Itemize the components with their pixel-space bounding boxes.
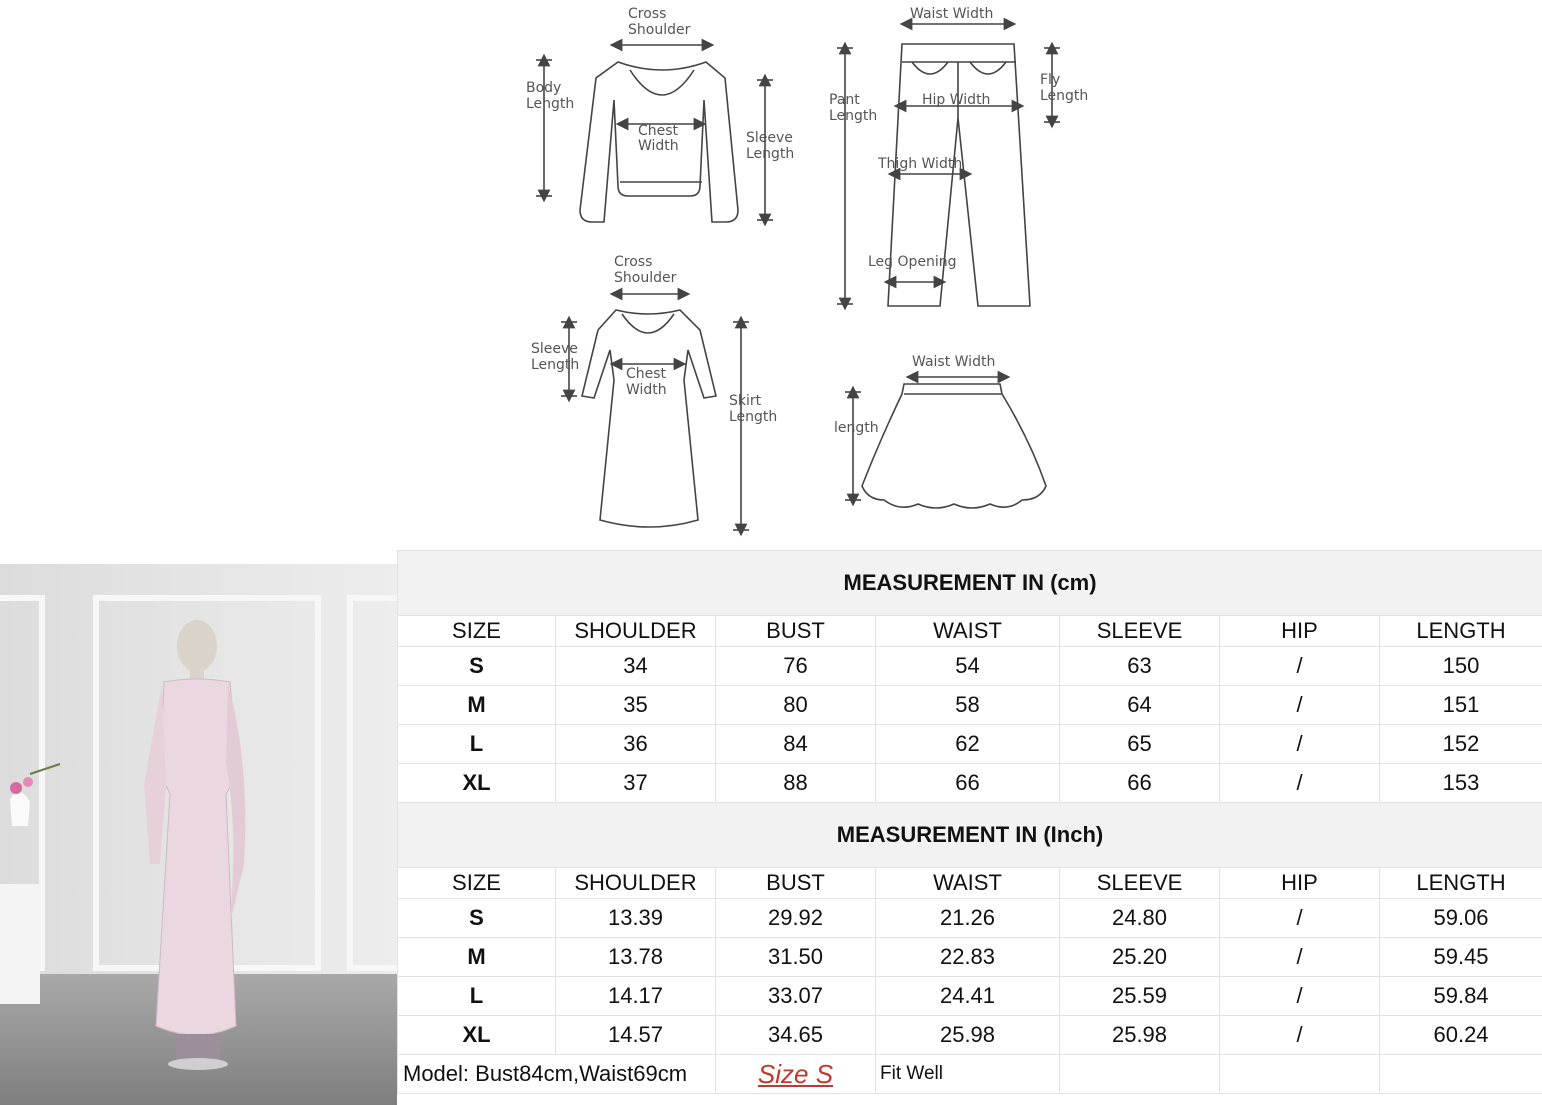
sweater-body-label-2: Length: [526, 96, 575, 112]
table-cell: 88: [716, 764, 876, 803]
column-header: BUST: [716, 868, 876, 899]
fit-note: Fit Well: [876, 1055, 1060, 1094]
table-cell: 14.17: [556, 977, 716, 1016]
table-cell: 59.45: [1380, 938, 1542, 977]
column-header: SLEEVE: [1060, 616, 1220, 647]
dress-chest-label-1: Chest: [626, 366, 667, 382]
table-cell: 150: [1380, 647, 1542, 686]
dress-skirt-label-1: Skirt: [729, 393, 762, 409]
table-row: [398, 647, 1542, 686]
pants-leg-label: Leg Opening: [868, 254, 957, 270]
skirt-waist-label: Waist Width: [912, 354, 996, 370]
pants-thigh-label: Thigh Width: [878, 156, 963, 172]
column-header: SIZE: [398, 616, 556, 647]
table-cell: 29.92: [716, 899, 876, 938]
table-cell: 13.78: [556, 938, 716, 977]
pants-length-label-1: Pant: [829, 92, 860, 108]
table-cell: /: [1220, 725, 1380, 764]
skirt-length-label: length: [834, 420, 879, 436]
empty-cell: [1220, 1055, 1380, 1094]
table-cell: S: [398, 899, 556, 938]
table-cell: 33.07: [716, 977, 876, 1016]
table-row: [398, 1016, 1542, 1055]
table-cell: /: [1220, 899, 1380, 938]
table-cell: M: [398, 686, 556, 725]
table-cell: 37: [556, 764, 716, 803]
empty-cell: [1380, 1055, 1542, 1094]
sweater-diagram: [526, 6, 794, 222]
pants-waist-label: Waist Width: [910, 6, 994, 22]
model-measurements: Model: Bust84cm,Waist69cm: [398, 1055, 716, 1094]
table-cell: 59.84: [1380, 977, 1542, 1016]
table-cell: 31.50: [716, 938, 876, 977]
table-cell: /: [1220, 977, 1380, 1016]
table-cell: 54: [876, 647, 1060, 686]
table-cell: 80: [716, 686, 876, 725]
dress-sleeve-label-2: Length: [531, 357, 580, 373]
table-cell: 66: [1060, 764, 1220, 803]
size-chart-body: [398, 551, 1542, 1094]
table-cell: L: [398, 725, 556, 764]
pants-hip-label: Hip Width: [922, 92, 991, 108]
dress-cross-label-1: Cross: [614, 254, 653, 270]
column-header: HIP: [1220, 616, 1380, 647]
table-cell: /: [1220, 764, 1380, 803]
table-cell: 22.83: [876, 938, 1060, 977]
sweater-sleeve-label-1: Sleeve: [746, 130, 793, 146]
table-cell: 60.24: [1380, 1016, 1542, 1055]
column-header: LENGTH: [1380, 616, 1542, 647]
table-cell: 25.59: [1060, 977, 1220, 1016]
table-row: [398, 686, 1542, 725]
inch-section-title: MEASUREMENT IN (Inch): [398, 803, 1542, 868]
dress-chest-label-2: Width: [626, 382, 667, 398]
pants-diagram: [829, 6, 1088, 306]
model-size: Size S: [716, 1055, 876, 1094]
size-chart: [397, 550, 1542, 1105]
column-header: SLEEVE: [1060, 868, 1220, 899]
table-cell: 76: [716, 647, 876, 686]
table-cell: 25.98: [876, 1016, 1060, 1055]
column-header: SHOULDER: [556, 868, 716, 899]
table-cell: /: [1220, 686, 1380, 725]
table-cell: 65: [1060, 725, 1220, 764]
table-cell: 34: [556, 647, 716, 686]
sweater-cross-label-1: Cross: [628, 6, 667, 22]
table-cell: /: [1220, 1016, 1380, 1055]
table-cell: 59.06: [1380, 899, 1542, 938]
cm-header-row: [398, 616, 1542, 647]
sweater-body-label-1: Body: [526, 80, 562, 96]
table-cell: /: [1220, 647, 1380, 686]
table-cell: 152: [1380, 725, 1542, 764]
size-chart-table: [397, 550, 1542, 1094]
inch-header-row: [398, 868, 1542, 899]
table-cell: 25.20: [1060, 938, 1220, 977]
table-cell: 25.98: [1060, 1016, 1220, 1055]
table-cell: 13.39: [556, 899, 716, 938]
column-header: BUST: [716, 616, 876, 647]
skirt-diagram: [834, 354, 1046, 508]
sweater-sleeve-label-2: Length: [746, 146, 795, 162]
table-cell: S: [398, 647, 556, 686]
column-header: SHOULDER: [556, 616, 716, 647]
cm-section-title: MEASUREMENT IN (cm): [398, 551, 1542, 616]
table-cell: 66: [876, 764, 1060, 803]
measurement-diagrams: [0, 0, 1542, 548]
table-cell: 151: [1380, 686, 1542, 725]
column-header: LENGTH: [1380, 868, 1542, 899]
pants-length-label-2: Length: [829, 108, 878, 124]
table-cell: 14.57: [556, 1016, 716, 1055]
table-cell: /: [1220, 938, 1380, 977]
table-cell: 63: [1060, 647, 1220, 686]
sweater-chest-label-2: Width: [638, 138, 679, 154]
table-cell: 64: [1060, 686, 1220, 725]
table-cell: 58: [876, 686, 1060, 725]
table-cell: XL: [398, 1016, 556, 1055]
dress-diagram: [531, 254, 777, 530]
dress-sleeve-label-1: Sleeve: [531, 341, 578, 357]
table-cell: 84: [716, 725, 876, 764]
table-cell: 35: [556, 686, 716, 725]
table-cell: 62: [876, 725, 1060, 764]
table-cell: M: [398, 938, 556, 977]
model-photo: [0, 564, 397, 1105]
model-note-row: [398, 1055, 1542, 1094]
table-cell: L: [398, 977, 556, 1016]
table-row: [398, 938, 1542, 977]
column-header: WAIST: [876, 868, 1060, 899]
table-row: [398, 764, 1542, 803]
pants-fly-label-1: Fly: [1040, 72, 1061, 88]
diagram-illustrations: [0, 0, 1542, 548]
column-header: HIP: [1220, 868, 1380, 899]
dress-cross-label-2: Shoulder: [614, 270, 677, 286]
table-cell: XL: [398, 764, 556, 803]
table-cell: 24.80: [1060, 899, 1220, 938]
table-cell: 153: [1380, 764, 1542, 803]
pants-fly-label-2: Length: [1040, 88, 1089, 104]
column-header: WAIST: [876, 616, 1060, 647]
table-cell: 36: [556, 725, 716, 764]
dress-skirt-label-2: Length: [729, 409, 778, 425]
table-cell: 21.26: [876, 899, 1060, 938]
sweater-cross-label-2: Shoulder: [628, 22, 691, 38]
column-header: SIZE: [398, 868, 556, 899]
table-row: [398, 899, 1542, 938]
sweater-chest-label-1: Chest: [638, 123, 679, 139]
table-cell: 24.41: [876, 977, 1060, 1016]
table-row: [398, 725, 1542, 764]
empty-cell: [1060, 1055, 1220, 1094]
table-row: [398, 977, 1542, 1016]
table-cell: 34.65: [716, 1016, 876, 1055]
